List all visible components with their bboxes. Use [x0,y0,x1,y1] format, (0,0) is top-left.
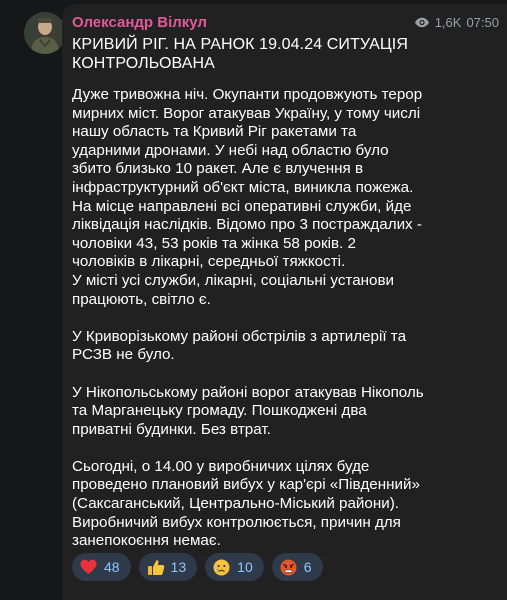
thumbs-up-icon [147,559,165,576]
reactions-bar [72,553,323,581]
post-paragraph: Сьогодні, о 14.00 у виробничих цілях буде проведено плановий вибух у кар'єрі «Південний» (Саксаганський, Центрально-Міський райони). Виробничий вибух контролюється, причин для занепокоєння немає. [72,457,420,550]
views-count: 1,6K [434,15,462,30]
eye-icon [414,17,430,28]
message-time: 07:50 [466,15,499,30]
angry-face-icon [280,559,298,576]
reaction-heart[interactable] [72,553,131,581]
message-meta [414,15,499,30]
post-title: КРИВИЙ РІГ. НА РАНОК 19.04.24 СИТУАЦІЯ КОНТРОЛЬОВАНА [72,36,408,72]
avatar-image [24,12,66,54]
post-paragraph: У Нікопольському районі ворог атакував Нікополь та Марганецьку громаду. Пошкоджені два приватні будинки. Без втрат. [72,383,424,438]
reaction-count: 48 [104,559,120,575]
heart-icon [80,559,98,575]
post-paragraph: У Криворізькому районі обстрілів з артилерії та РСЗВ не було. [72,327,407,364]
post-paragraph: Дуже тривожна ніч. Окупанти продовжують терор мирних міст. Ворог атакував Україну, у тому числі нашу область та Кривий Ріг ракетами та ударними дронами. У небі над областю було збито близько 10 ракет. Але є влучення в інфраструктурний об'єкт міста, виникла пожежа. На місце направлені всі оперативні служби, йде ліквідація наслідків. Відомо про 3 постраждалих - чоловіки 43, 53 років та жінка 58 років. 2 чоловіків в лікарні, середньої тяжкості. У місті усі служби, лікарні, соціальні установи працюють, світло є. [72,86,423,308]
reaction-count: 6 [303,559,312,575]
author-name[interactable]: Олександр Вілкул [72,14,207,31]
reaction-count: 13 [170,559,187,575]
reaction-crying-face[interactable] [205,553,264,581]
post-body [72,86,497,551]
avatar[interactable] [24,12,66,54]
crying-face-icon [213,559,231,576]
reaction-angry-face[interactable] [272,553,323,581]
reaction-count: 10 [237,559,253,575]
reaction-thumbs-up[interactable] [139,553,198,581]
